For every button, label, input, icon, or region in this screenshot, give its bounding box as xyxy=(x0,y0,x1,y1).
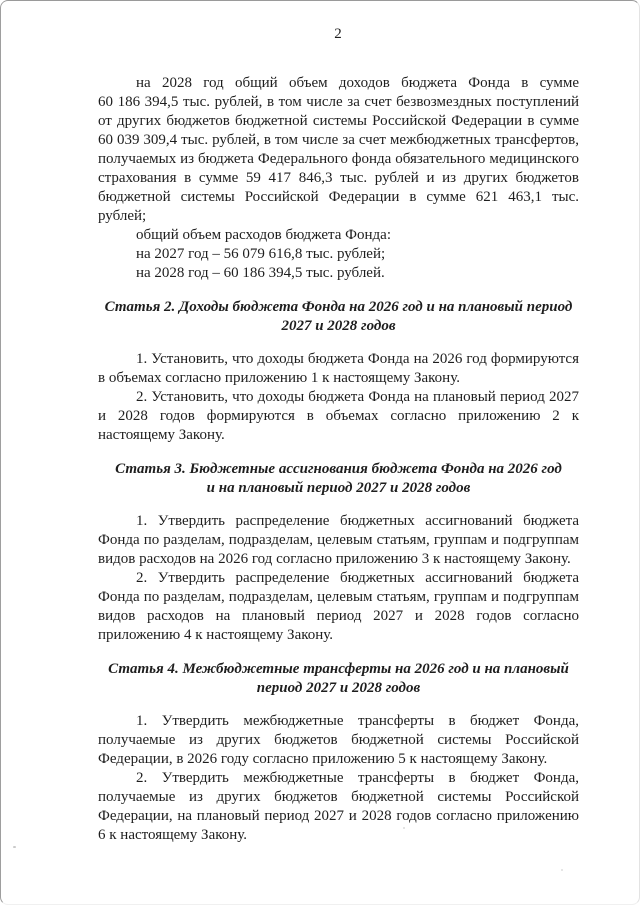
article-3-paragraph-2: 2. Утвердить распределение бюджетных ассигнований бюджета Фонда по разделам, подразделам, целевым статьям, группам и подгруппам видов расходов на плановый период 2027 и 2028 годов согласно приложению 4 к настоящему Закону. xyxy=(98,570,579,643)
article-3-paragraph-1: 1. Утвердить распределение бюджетных ассигнований бюджета Фонда по разделам, подразделам, целевым статьям, группам и подгруппам видов расходов на 2026 год согласно приложению 3 к настоящему Закону. xyxy=(98,513,579,567)
article-2-paragraph-2: 2. Установить, что доходы бюджета Фонда на плановый период 2027 и 2028 годов формируются в объемах согласно приложению 2 к настоящему Закону. xyxy=(98,389,579,443)
paragraph-total-revenues-2028: на 2028 год общий объем доходов бюджета Фонда в сумме 60 186 394,5 тыс. рублей, в том числе за счет безвозмездных поступлений от других бюджетов бюджетной системы Российской Федерации в сумме 60 039 309,4 тыс. рублей, в том числе за счет межбюджетных трансфертов, получаемых из бюджета Федерального фонда обязательного медицинского страхования в сумме 59 417 846,3 тыс. рублей и из других бюджетов бюджетной системы Российской Федерации в сумме 621 463,1 тыс. рублей; xyxy=(98,75,579,224)
paragraph-expenses-2027: на 2027 год – 56 079 616,8 тыс. рублей; xyxy=(136,246,386,262)
article-4-heading-line-2: период 2027 и 2028 годов xyxy=(256,680,421,696)
scan-artifact-speck xyxy=(13,846,16,848)
article-3-heading xyxy=(98,460,579,498)
article-4-heading-line-1: Статья 4. Межбюджетные трансферты на 2026 год и на плановый xyxy=(108,661,569,677)
article-2-paragraph-1: 1. Установить, что доходы бюджета Фонда на 2026 год формируются в объемах согласно приложению 1 к настоящему Закону. xyxy=(98,351,579,386)
page-number: 2 xyxy=(334,26,342,42)
article-2-heading-line-1: Статья 2. Доходы бюджета Фонда на 2026 год и на плановый период xyxy=(104,299,573,315)
article-3-heading-line-2: и на плановый период 2027 и 2028 годов xyxy=(206,480,471,496)
article-3-heading-line-1: Статья 3. Бюджетные ассигнования бюджета Фонда на 2026 год xyxy=(115,461,562,477)
article-2-heading-line-2: 2027 и 2028 годов xyxy=(281,318,396,334)
article-4-heading xyxy=(98,660,579,698)
article-4-paragraph-2: 2. Утвердить межбюджетные трансферты в бюджет Фонда, получаемые из других бюджетов бюджетной системы Российской Федерации, на плановый период 2027 и 2028 годов согласно приложению 6 к настоящему Закону. xyxy=(98,770,579,843)
paragraph-total-expenses-label: общий объем расходов бюджета Фонда: xyxy=(136,227,391,243)
document-body xyxy=(98,74,579,845)
article-2-heading xyxy=(98,298,579,336)
scan-artifact-speck xyxy=(403,827,405,829)
scan-artifact-speck xyxy=(561,869,563,871)
article-4-paragraph-1: 1. Утвердить межбюджетные трансферты в бюджет Фонда, получаемые из других бюджетов бюджетной системы Российской Федерации, в 2026 году согласно приложению 5 к настоящему Закону. xyxy=(98,713,579,767)
paragraph-expenses-2028: на 2028 год – 60 186 394,5 тыс. рублей. xyxy=(136,265,385,281)
